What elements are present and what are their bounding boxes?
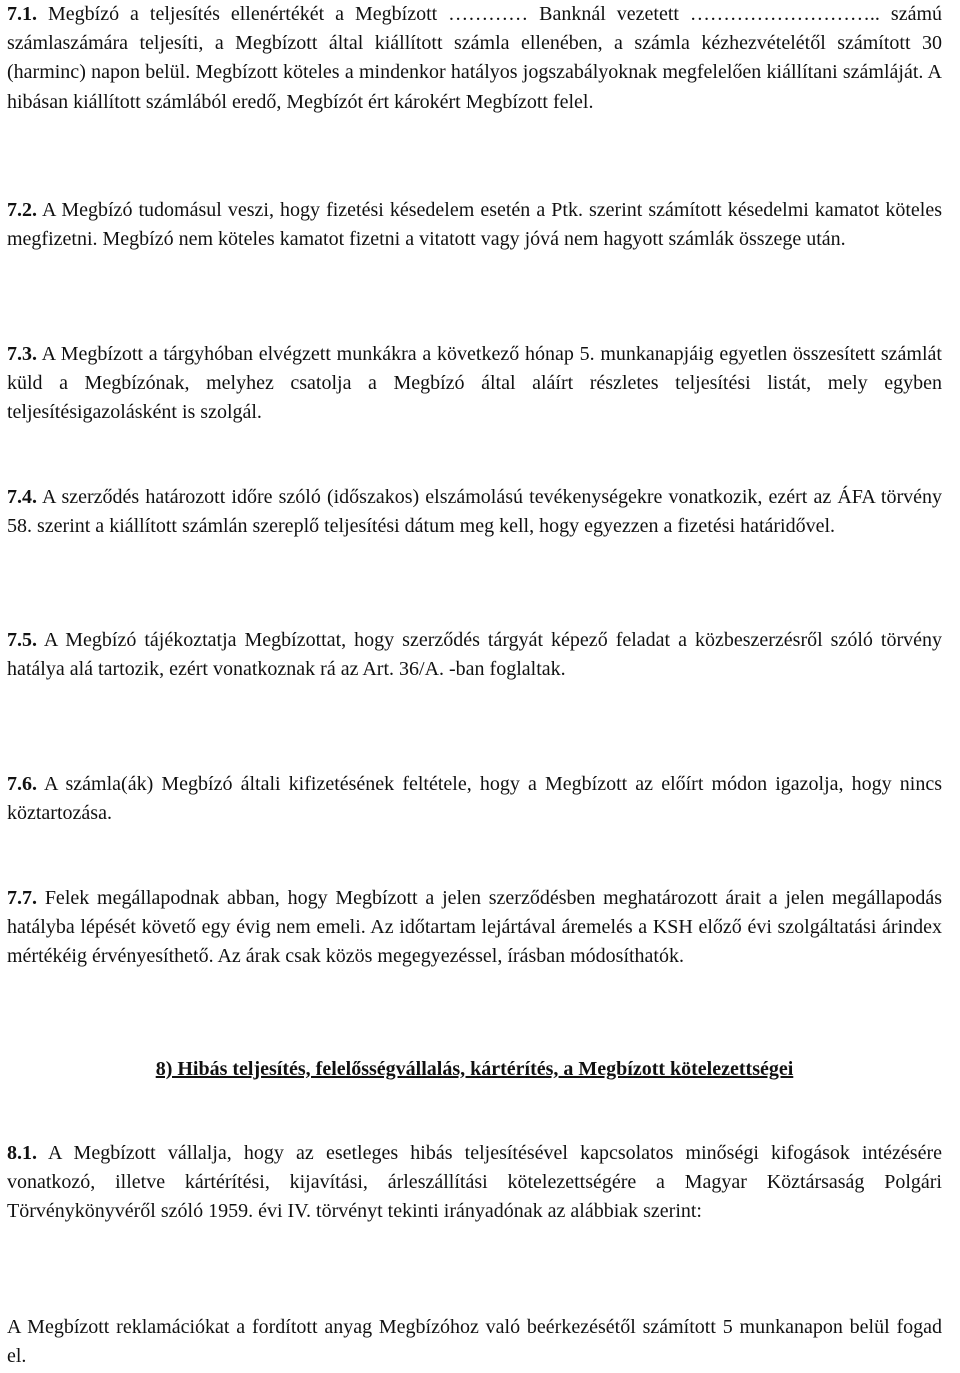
section-number: 7.3. <box>7 343 37 365</box>
section-text: A Megbízó tudomásul veszi, hogy fizetési késedelem esetén a Ptk. szerint számított késedelmi kamatot köteles megfizetni. Megbízó nem köteles kamatot fizetni a vitatott vagy jóvá nem hagyott számlák összege után. <box>7 199 942 251</box>
section-text: A Megbízott vállalja, hogy az esetleges hibás teljesítésével kapcsolatos minőségi kifogások intézésére vonatkozó, illetve kártérítési, kijavítási, árleszállítási kötelezettségére a Magyar Köztársaság Polgári Törvénykönyvéről szóló 1959. évi IV. törvényt tekinti irányadónak az alábbiak szerint: <box>7 1142 942 1223</box>
section-text: A szerződés határozott időre szóló (időszakos) elszámolású tevékenységekre vonatkozik, ezért az ÁFA törvény 58. szerint a kiállított számlán szereplő teljesítési dátum meg kell, hogy egyezzen a fizetési határidővel. <box>7 486 942 538</box>
section-7-6 <box>7 770 942 828</box>
section-text: A Megbízott a tárgyhóban elvégzett munkákra a következő hónap 5. munkanapjáig egyetlen összesített számlát küld a Megbízónak, melyhez csatolja a Megbízó által aláírt részletes teljesítési listát, mely egyben teljesítésigazolásként is szolgál. <box>7 343 942 424</box>
section-number: 7.5. <box>7 629 37 651</box>
section-text: Felek megállapodnak abban, hogy Megbízott a jelen szerződésben meghatározott árait a jelen megállapodás hatályba lépését követő egy évig nem emeli. Az időtartam lejártával áremelés a KSH előző évi szolgáltatási árindex mértékéig érvényesíthető. Az árak csak közös megegyezéssel, írásban módosíthatók. <box>7 887 943 968</box>
section-number: 7.1. <box>7 3 37 25</box>
section-text: Megbízó a teljesítés ellenértékét a Megbízott ………… Banknál vezetett ……………………….. számú számlaszámára teljesíti, a Megbízott által kiállított számla ellenében, a számla kézhezvételétől számított 30 (harminc) napon belül. Megbízott köteles a mindenkor hatályos jogszabályoknak megfelelően kiállítani számláját. A hibásan kiállított számlából eredő, Megbízót ért károkért Megbízott felel. <box>7 3 942 113</box>
section-number: 7.2. <box>7 199 37 221</box>
section-8-1 <box>7 1139 942 1227</box>
section-number: 7.4. <box>7 486 37 508</box>
section-7-5 <box>7 626 942 684</box>
section-7-4 <box>7 483 942 541</box>
section-number: 7.7. <box>7 887 37 909</box>
section-7-3 <box>7 340 942 428</box>
section-8-heading: 8) Hibás teljesítés, felelősségvállalás, kártérítés, a Megbízott kötelezettségei <box>155 1058 794 1080</box>
section-number: 8.1. <box>7 1142 37 1164</box>
section-text: A Megbízó tájékoztatja Megbízottat, hogy szerződés tárgyát képező feladat a közbeszerzésről szóló törvény hatálya alá tartozik, ezért vonatkoznak rá az Art. 36/A. -ban foglaltak. <box>7 629 942 681</box>
section-7-2 <box>7 196 942 254</box>
section-7-1 <box>7 0 942 117</box>
closing-paragraph: A Megbízott reklamációkat a fordított anyag Megbízóhoz való beérkezésétől számított 5 munkanapon belül fogad el. <box>7 1316 942 1368</box>
section-number: 7.6. <box>7 773 37 795</box>
section-text: A számla(ák) Megbízó általi kifizetésének feltétele, hogy a Megbízott az előírt módon igazolja, hogy nincs köztartozása. <box>7 773 942 825</box>
section-7-7 <box>7 884 942 972</box>
